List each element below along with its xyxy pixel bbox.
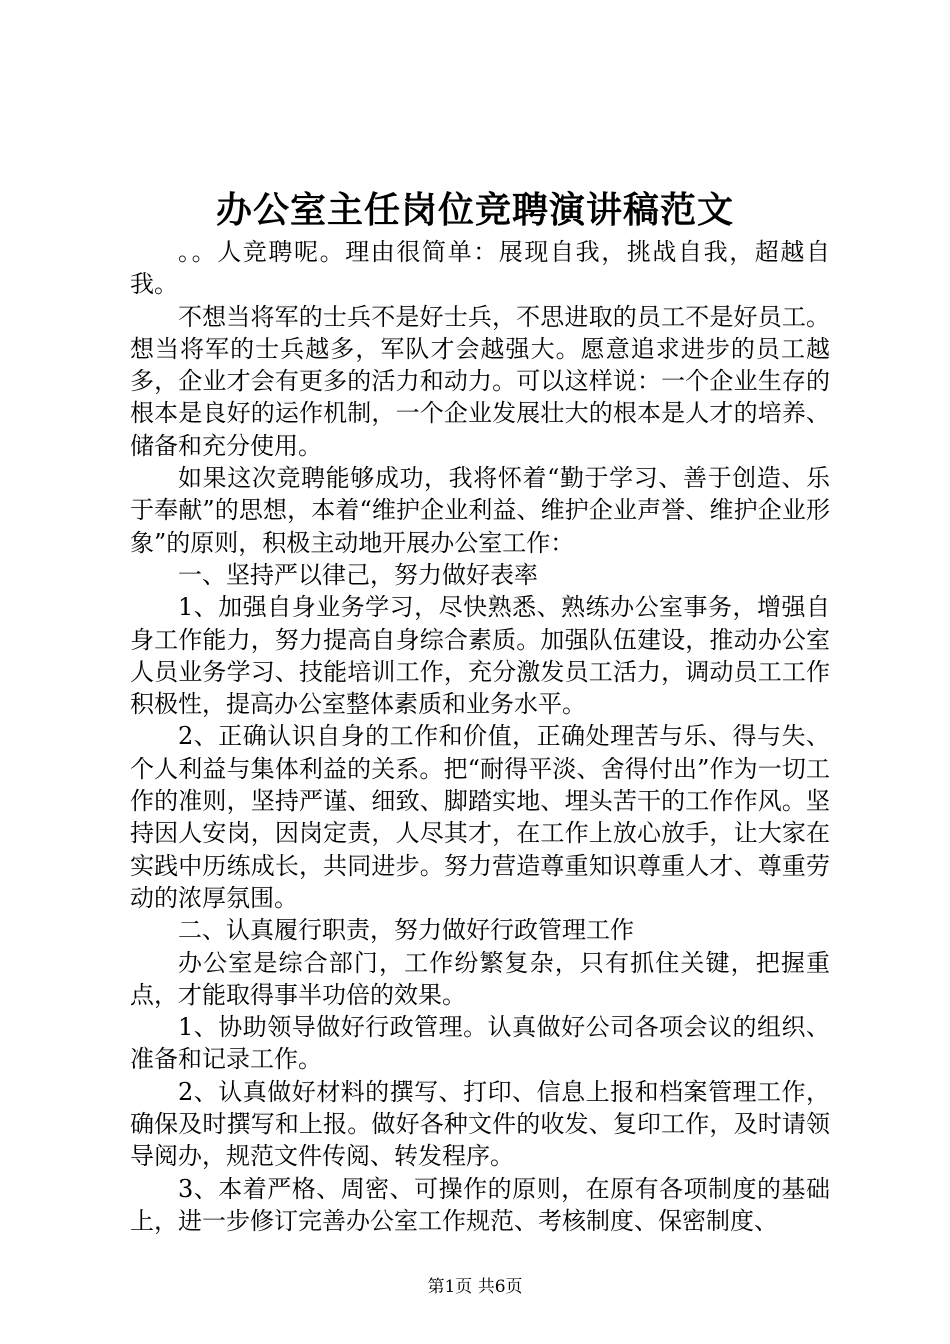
section-heading: 一、坚持严以律己，努力做好表率 xyxy=(178,560,538,589)
document-title: 办公室主任岗位竞聘演讲稿范文 xyxy=(215,189,734,231)
document-body xyxy=(130,236,830,1237)
paragraph: 1、协助领导做好行政管理。认真做好公司各项会议的组织、准备和记录工作。 xyxy=(130,1013,830,1074)
paragraph: 3、本着严格、周密、可操作的原则，在原有各项制度的基础上，进一步修订完善办公室工作规范、考核制度、保密制度、 xyxy=(130,1174,830,1235)
paragraph: 1、加强自身业务学习，尽快熟悉、熟练办公室事务，增强自身工作能力，努力提高自身综合素质。加强队伍建设，推动办公室人员业务学习、技能培训工作，充分激发员工活力，调动员工工作积极性，提高办公室整体素质和业务水平。 xyxy=(130,593,830,719)
paragraph: 不想当将军的士兵不是好士兵，不思进取的员工不是好员工。想当将军的士兵越多，军队才会越强大。愿意追求进步的员工越多，企业才会有更多的活力和动力。可以这样说：一个企业生存的根本是良好的运作机制，一个企业发展壮大的根本是人才的培养、储备和充分使用。 xyxy=(130,302,830,460)
page-number-footer: 第1页 共6页 xyxy=(427,1277,523,1297)
paragraph: 。。人竞聘呢。理由很简单：展现自我，挑战自我，超越自我。 xyxy=(130,238,830,299)
paragraph: 2、认真做好材料的撰写、打印、信息上报和档案管理工作，确保及时撰写和上报。做好各种文件的收发、复印工作，及时请领导阅办，规范文件传阅、转发程序。 xyxy=(130,1077,830,1171)
paragraph: 如果这次竞聘能够成功，我将怀着“勤于学习、善于创造、乐于奉献”的思想，本着“维护企业利益、维护企业声誉、维护企业形象”的原则，积极主动地开展办公室工作： xyxy=(130,464,830,557)
paragraph: 办公室是综合部门，工作纷繁复杂，只有抓住关键，把握重点，才能取得事半功倍的效果。 xyxy=(130,948,830,1009)
paragraph: 2、正确认识自身的工作和价值，正确处理苦与乐、得与失、个人利益与集体利益的关系。把“耐得平淡、舍得付出”作为一切工作的准则，坚持严谨、细致、脚踏实地、埋头苦干的工作作风。坚持因人安岗，因岗定责，人尽其才，在工作上放心放手，让大家在实践中历练成长，共同进步。努力营造尊重知识尊重人才、尊重劳动的浓厚氛围。 xyxy=(130,722,830,912)
section-heading: 二、认真履行职责，努力做好行政管理工作 xyxy=(178,916,634,945)
